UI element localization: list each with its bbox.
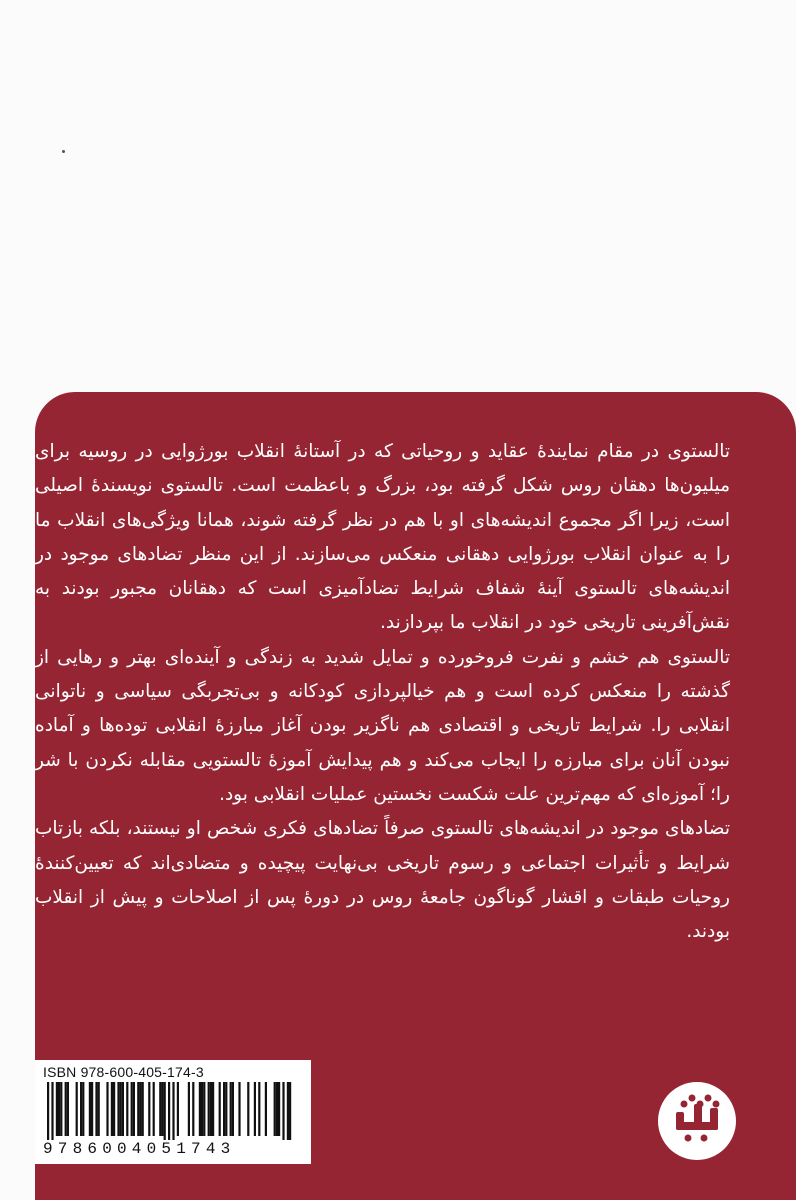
back-cover-text bbox=[35, 435, 730, 949]
barcode-bar bbox=[111, 1082, 113, 1136]
barcode-bar bbox=[51, 1082, 53, 1140]
barcode-bar bbox=[47, 1082, 49, 1140]
barcode-bar bbox=[192, 1082, 194, 1136]
barcode-bar bbox=[199, 1082, 201, 1136]
barcode-bar bbox=[172, 1082, 174, 1140]
barcode-bar bbox=[117, 1082, 119, 1136]
barcode-box bbox=[35, 1060, 311, 1164]
barcode-bar bbox=[58, 1082, 60, 1136]
barcode-bar bbox=[82, 1082, 84, 1136]
barcode-bar bbox=[120, 1082, 122, 1136]
barcode-bar bbox=[89, 1082, 91, 1136]
barcode-bar bbox=[177, 1082, 179, 1136]
barcode-bar bbox=[274, 1082, 276, 1136]
barcode-bar bbox=[168, 1082, 170, 1140]
barcode-bar bbox=[133, 1082, 135, 1136]
barcode-bar bbox=[60, 1082, 62, 1136]
barcode-bar bbox=[247, 1082, 249, 1136]
barcode-bar bbox=[282, 1082, 284, 1140]
barcode-bar bbox=[131, 1082, 133, 1136]
barcode-bar bbox=[137, 1082, 139, 1136]
barcode-digits: 9786004051743 bbox=[43, 1140, 236, 1158]
barcode-bar bbox=[289, 1082, 291, 1140]
barcode-bar bbox=[210, 1082, 212, 1136]
barcode-bar bbox=[258, 1082, 260, 1136]
barcode-bars bbox=[43, 1082, 305, 1140]
barcode-bar bbox=[113, 1082, 115, 1136]
paragraph-1: تالستوی در مقام نمایندهٔ عقاید و روحیاتی که در آستانهٔ انقلاب بورژوایی در روسیه برای میلیون‌ها دهقان روس شکل گرفته بود، بزرگ و باعظمت است. تالستوی نویسندهٔ اصیلی است، زیرا اگر مجموع اندیشه‌های او با هم در نظر گرفته شوند، همانا ویژگی‌های انقلاب ما را به عنوان انقلاب بورژوایی دهقانی منعکس می‌سازند. از این منظر تضادهای موجود در اندیشه‌های تالستوی آینهٔ شفاف شرایط تضادآمیزی است که دهقانان مجبور بودند به نقش‌آفرینی تاریخی خود در انقلاب ما بپردازند. bbox=[35, 441, 730, 634]
barcode-bar bbox=[95, 1082, 97, 1136]
barcode-bar bbox=[230, 1082, 232, 1136]
barcode-bar bbox=[212, 1082, 214, 1136]
barcode-bar bbox=[126, 1082, 128, 1136]
barcode-bar bbox=[219, 1082, 221, 1136]
barcode-bar bbox=[254, 1082, 256, 1136]
barcode-bar bbox=[232, 1082, 234, 1136]
barcode-bar bbox=[287, 1082, 289, 1140]
barcode-bar bbox=[201, 1082, 203, 1136]
cover-speck bbox=[62, 150, 65, 153]
barcode-bar bbox=[225, 1082, 227, 1136]
barcode-bar bbox=[159, 1082, 161, 1136]
barcode-bar bbox=[98, 1082, 100, 1136]
barcode-bar bbox=[238, 1082, 240, 1136]
barcode-bar bbox=[153, 1082, 155, 1136]
barcode-bar bbox=[265, 1082, 267, 1136]
paragraph-2: تالستوی هم خشم و نفرت فروخورده و تمایل شدید به زندگی و آینده‌ای بهتر و رهایی از گذشته را منعکس کرده است و هم خیالپردازی کودکانه و بی‌تجربگی سیاسی و ناتوانی انقلابی را. شرایط تاریخی و اقتصادی هم ناگزیر بودن آغاز مبارزهٔ انقلابی توده‌ها و آماده نبودن آنان برای مبارزه را ایجاب می‌کند و هم پیدایش آموزهٔ تالستویی مقابله نکردن با شر را؛ آموزه‌ای که مهم‌ترین علت شکست نخستین عملیات انقلابی بود. bbox=[35, 646, 730, 805]
barcode-bar bbox=[139, 1082, 141, 1136]
barcode-bar bbox=[276, 1082, 278, 1136]
barcode-bar bbox=[142, 1082, 144, 1136]
barcode-bar bbox=[223, 1082, 225, 1136]
barcode-bar bbox=[106, 1082, 108, 1136]
isbn-label: ISBN 978-600-405-174-3 bbox=[43, 1064, 204, 1080]
barcode-bar bbox=[65, 1082, 67, 1136]
publisher-logo bbox=[658, 1082, 736, 1160]
barcode-bar bbox=[91, 1082, 93, 1136]
paragraph-3: تضادهای موجود در اندیشه‌های تالستوی صرفاً تضادهای فکری شخص او نیستند، بلکه بازتاب شرایط و تأثیرات اجتماعی و رسوم تاریخی بی‌نهایت پیچیده و متضادی‌اند که تعیین‌کنندهٔ روحیات طبقات و اقشار گوناگون جامعهٔ روس در دورهٔ پس از اصلاحات و پیش از انقلاب بودند. bbox=[35, 818, 730, 943]
barcode-bar bbox=[278, 1082, 280, 1136]
barcode-bar bbox=[203, 1082, 205, 1136]
barcode-bar bbox=[122, 1082, 124, 1136]
barcode-bar bbox=[188, 1082, 190, 1136]
barcode-bar bbox=[164, 1082, 166, 1140]
barcode-bar bbox=[76, 1082, 78, 1136]
barcode-bar bbox=[208, 1082, 210, 1136]
barcode-bar bbox=[148, 1082, 150, 1136]
barcode-bar bbox=[161, 1082, 163, 1136]
barcode-bar bbox=[56, 1082, 58, 1136]
barcode-bar bbox=[67, 1082, 69, 1136]
barcode-bar bbox=[80, 1082, 82, 1136]
sales-logo-mark bbox=[658, 1082, 736, 1160]
